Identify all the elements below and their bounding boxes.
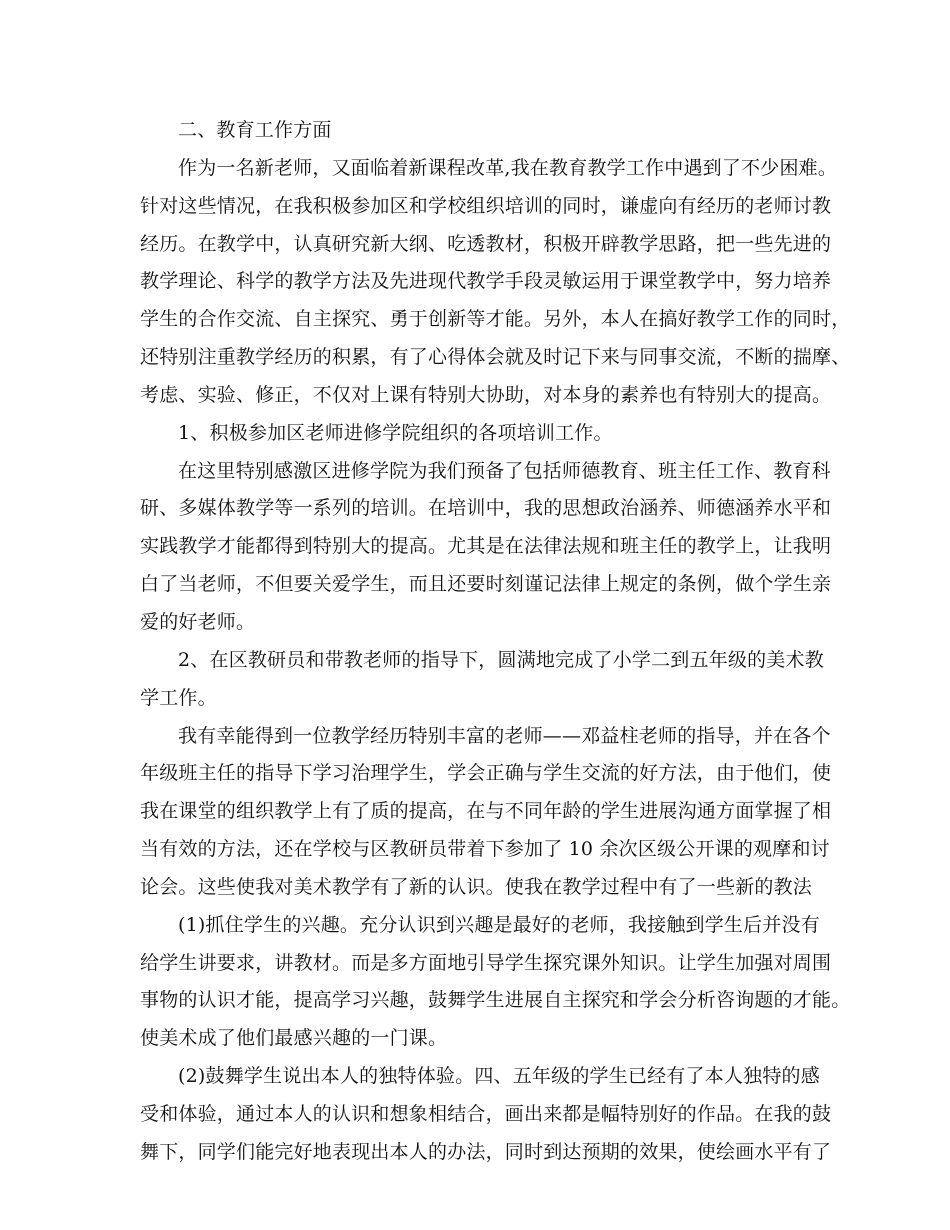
paragraph-line: 学生的合作交流、自主探究、勇于创新等才能。另外，本人在搞好教学工作的同时， (140, 308, 851, 331)
paragraph-line: 我有幸能得到一位教学经历特别丰富的老师——邓益柱老师的指导，并在各个 (178, 724, 831, 747)
paragraph-line: 考虑、实验、修正，不仅对上课有特别大协助，对本身的素养也有特别大的提高。 (140, 383, 832, 406)
list-item-line: (1)抓住学生的兴趣。充分认识到兴趣是最好的老师，我接触到学生后并没有 (178, 913, 820, 936)
subsection-heading-continued: 学工作。 (140, 686, 217, 709)
paragraph-line: 经历。在教学中，认真研究新大纲、吃透教材，积极开辟教学思路，把一些先进的 (140, 232, 832, 255)
paragraph-line: 给学生讲要求，讲教材。而是多方面地引导学生探究课外知识。让学生加强对周围 (140, 951, 832, 974)
paragraph-line: 在这里特别感激区进修学院为我们预备了包括师德教育、班主任工作、教育科 (178, 459, 831, 482)
paragraph-line: 当有效的方法，还在学校与区教研员带着下参加了 10 余次区级公开课的观摩和讨 (140, 838, 830, 861)
paragraph-line: 实践教学才能都得到特别大的提高。尤其是在法律法规和班主任的教学上，让我明 (140, 535, 832, 558)
document-body (140, 112, 851, 1172)
paragraph-line: 白了当老师，不但要关爱学生，而且还要时刻谨记法律上规定的条例，做个学生亲 (140, 573, 832, 596)
paragraph-line: 研、多媒体教学等一系列的培训。在培训中，我的思想政治涵养、师德涵养水平和 (140, 497, 832, 520)
paragraph-line: 事物的认识才能，提高学习兴趣，鼓舞学生进展自主探究和学会分析咨询题的才能。 (140, 989, 851, 1012)
paragraph-line: 使美术成了他们最感兴趣的一门课。 (140, 1027, 448, 1050)
section-heading: 二、教育工作方面 (178, 119, 332, 141)
paragraph-line: 舞下，同学们能完好地表现出本人的办法，同时到达预期的效果，使绘画水平有了 (140, 1140, 832, 1163)
paragraph-line: 我在课堂的组织教学上有了质的提高，在与不同年龄的学生进展沟通方面掌握了相 (140, 800, 832, 823)
paragraph-line: 论会。这些使我对美术教学有了新的认识。使我在教学过程中有了一些新的教法 (140, 875, 813, 898)
paragraph-line: 爱的好老师。 (140, 610, 256, 633)
subsection-heading: 1、积极参加区老师进修学院组织的各项培训工作。 (178, 421, 613, 444)
paragraph-line: 还特别注重教学经历的积累，有了心得体会就及时记下来与同事交流，不断的揣摩、 (140, 346, 851, 369)
paragraph-line: 教学理论、科学的教学方法及先进现代教学手段灵敏运用于课堂教学中，努力培养 (140, 270, 832, 293)
subsection-heading: 2、在区教研员和带教老师的指导下，圆满地完成了小学二到五年级的美术教 (178, 648, 824, 671)
paragraph-line: 作为一名新老师，又面临着新课程改革,我在教育教学工作中遇到了不少困难。 (178, 156, 838, 179)
paragraph-line: 针对这些情况，在我积极参加区和学校组织培训的同时，谦虚向有经历的老师讨教 (140, 194, 832, 217)
paragraph-line: 年级班主任的指导下学习治理学生，学会正确与学生交流的好方法，由于他们，使 (140, 762, 832, 785)
paragraph-line: 受和体验，通过本人的认识和想象相结合，画出来都是幅特别好的作品。在我的鼓 (140, 1102, 832, 1125)
list-item-line: (2)鼓舞学生说出本人的独特体验。四、五年级的学生已经有了本人独特的感 (178, 1065, 820, 1088)
